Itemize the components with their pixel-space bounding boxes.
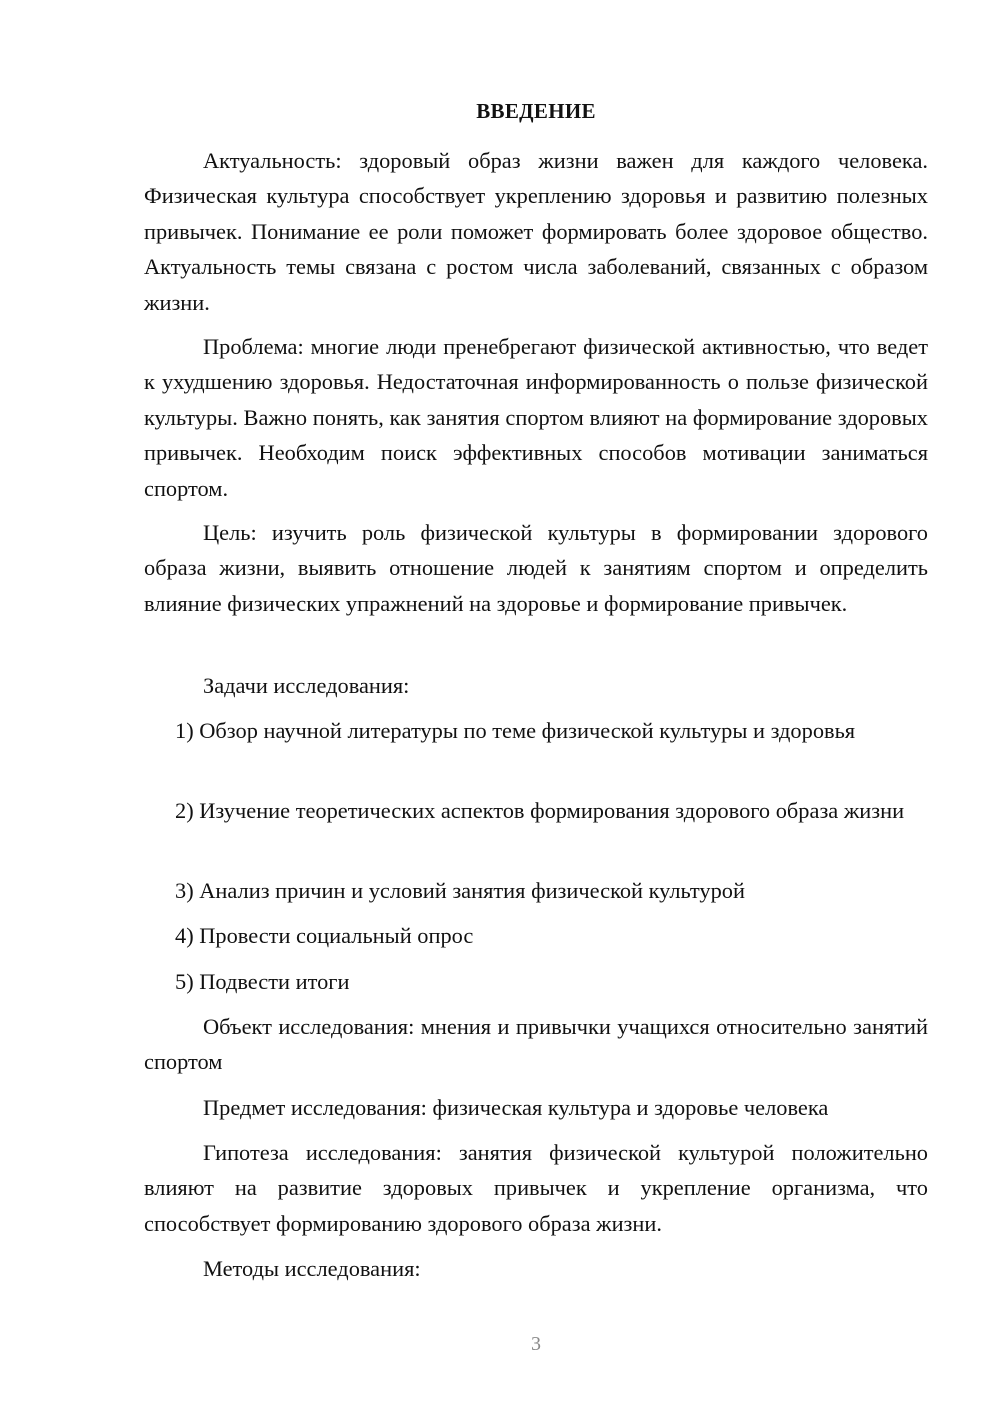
task-list-item: 2) Изучение теоретических аспектов формирования здорового образа жизни xyxy=(175,798,905,823)
tasks-heading: Задачи исследования: xyxy=(203,673,410,698)
task-list-item: 1) Обзор научной литературы по теме физической культуры и здоровья xyxy=(175,718,856,743)
problem-paragraph: Проблема: многие люди пренебрегают физической активностью, что ведет к ухудшению здоровья. Недостаточная информированность о пользе физической культуры. Важно понять, как занятия спортом влияют на формирование здоровых привычек. Необходим поиск эффективных способов мотивации заниматься спортом. xyxy=(144,334,928,501)
task-list-item: 3) Анализ причин и условий занятия физической культурой xyxy=(175,878,745,903)
methods-heading: Методы исследования: xyxy=(203,1256,421,1281)
object-paragraph: Объект исследования: мнения и привычки учащихся относительно занятий спортом xyxy=(144,1014,928,1075)
subject-paragraph: Предмет исследования: физическая культура и здоровье человека xyxy=(203,1095,829,1120)
hypothesis-paragraph: Гипотеза исследования: занятия физической культурой положительно влияют на развитие здоровых привычек и укрепление организма, что способствует формированию здорового образа жизни. xyxy=(144,1140,928,1236)
task-list-item: 5) Подвести итоги xyxy=(175,969,350,994)
page-title: ВВЕДЕНИЕ xyxy=(476,99,596,123)
task-list-item: 4) Провести социальный опрос xyxy=(175,923,474,948)
relevance-paragraph: Актуальность: здоровый образ жизни важен для каждого человека. Физическая культура способствует укреплению здоровья и развитию полезных привычек. Понимание ее роли поможет формировать более здоровое общество. Актуальность темы связана с ростом числа заболеваний, связанных с образом жизни. xyxy=(144,148,928,315)
page-number: 3 xyxy=(531,1333,541,1355)
goal-paragraph: Цель: изучить роль физической культуры в формировании здорового образа жизни, выявить отношение людей к занятиям спортом и определить влияние физических упражнений на здоровье и формирование привычек. xyxy=(144,520,928,616)
